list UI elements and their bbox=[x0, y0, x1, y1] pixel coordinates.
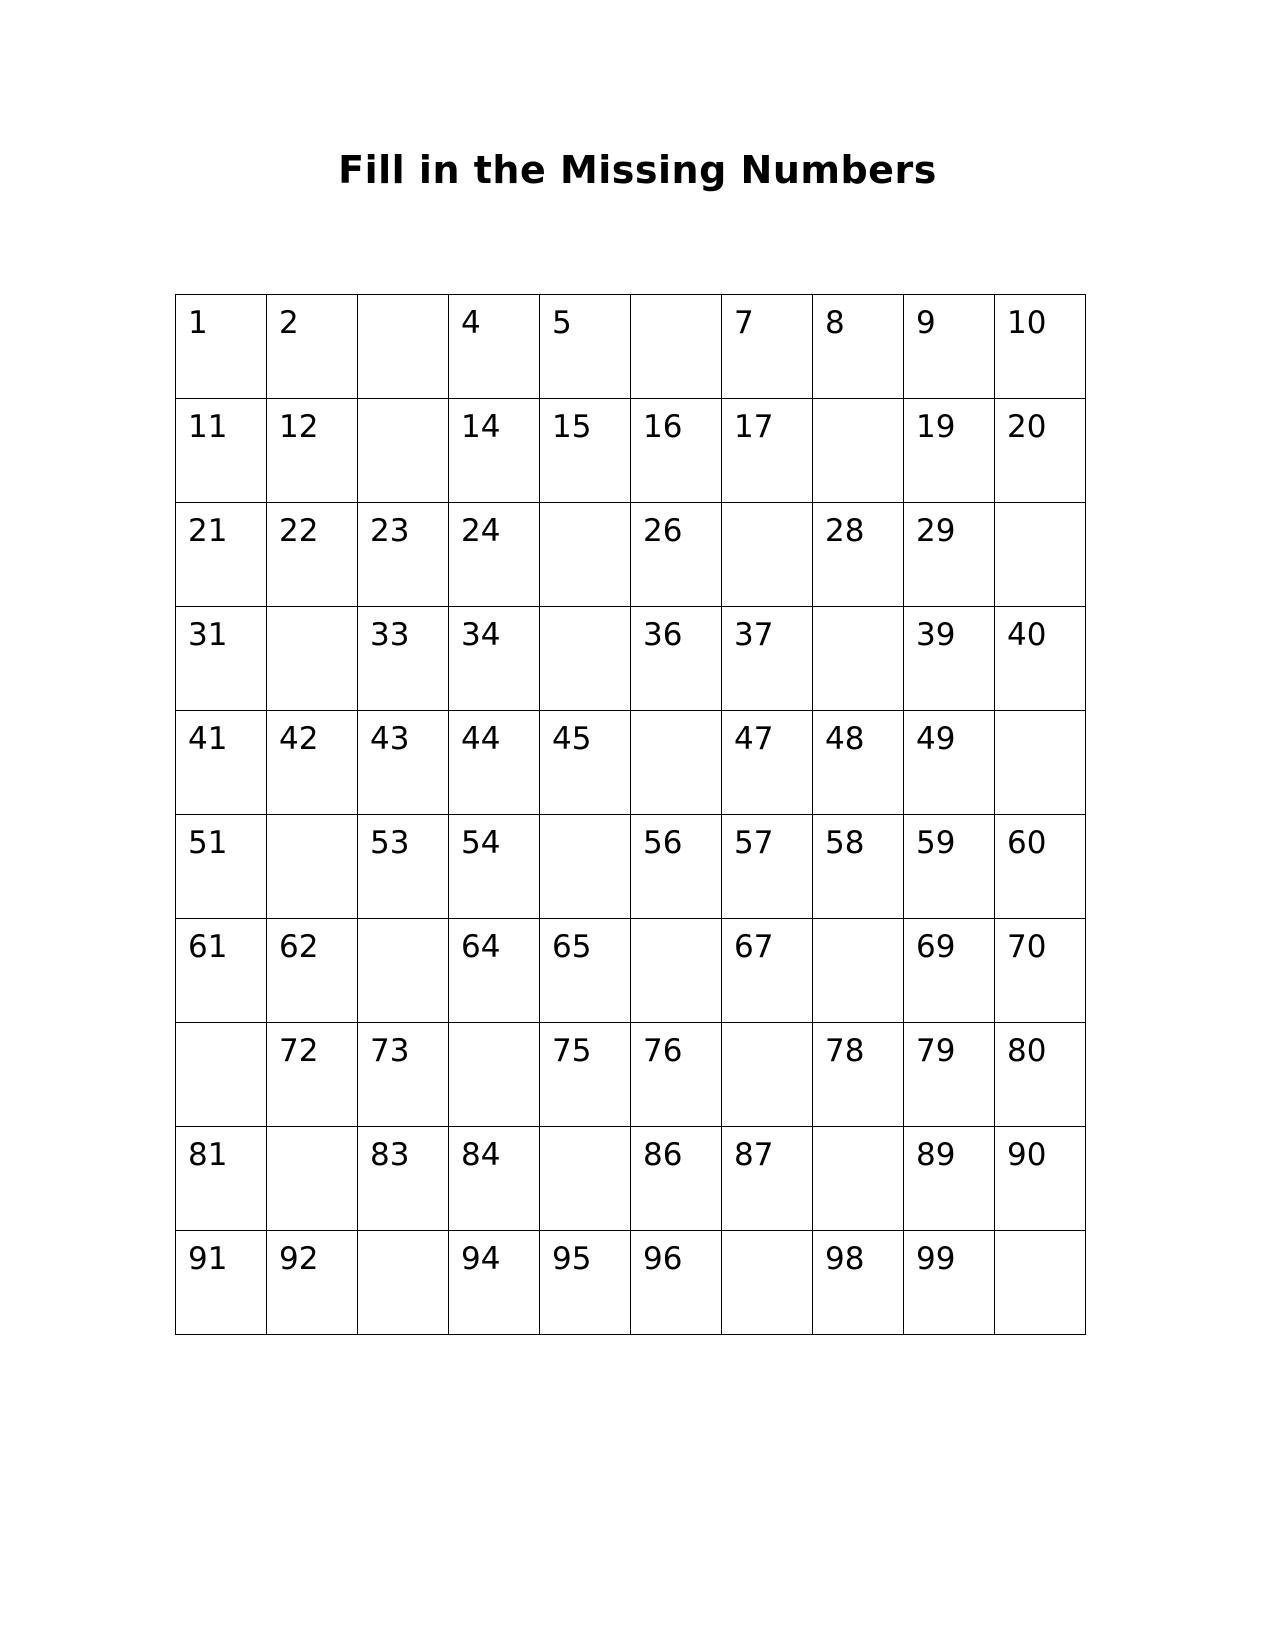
number-cell bbox=[176, 1127, 267, 1231]
number-cell bbox=[631, 607, 722, 711]
cell-number bbox=[540, 1127, 630, 1135]
cell-number bbox=[358, 399, 448, 407]
number-cell bbox=[540, 295, 631, 399]
number-cell bbox=[631, 815, 722, 919]
cell-number: 22 bbox=[279, 513, 319, 549]
cell-number: 26 bbox=[643, 513, 683, 549]
cell-number: 86 bbox=[643, 1137, 683, 1173]
cell-number: 44 bbox=[461, 721, 501, 757]
cell-number: 76 bbox=[643, 1033, 683, 1069]
number-cell bbox=[904, 399, 995, 503]
number-cell bbox=[904, 711, 995, 815]
cell-number: 78 bbox=[825, 1033, 865, 1069]
cell-number: 37 bbox=[734, 617, 774, 653]
blank-number-cell[interactable] bbox=[631, 919, 722, 1023]
cell-number: 64 bbox=[461, 929, 501, 965]
number-cell bbox=[540, 1231, 631, 1335]
number-cell bbox=[631, 1231, 722, 1335]
number-cell bbox=[176, 815, 267, 919]
number-cell bbox=[722, 607, 813, 711]
cell-number bbox=[540, 815, 630, 823]
number-cell bbox=[358, 503, 449, 607]
number-cell bbox=[176, 399, 267, 503]
page-title: Fill in the Missing Numbers bbox=[338, 148, 937, 192]
cell-number bbox=[631, 919, 721, 927]
cell-number: 14 bbox=[461, 409, 501, 445]
number-cell bbox=[449, 295, 540, 399]
cell-number: 20 bbox=[1007, 409, 1047, 445]
grid-row bbox=[176, 711, 1086, 815]
number-cell bbox=[176, 503, 267, 607]
grid-row bbox=[176, 919, 1086, 1023]
blank-number-cell[interactable] bbox=[267, 607, 358, 711]
number-cell bbox=[904, 815, 995, 919]
number-cell bbox=[995, 1127, 1086, 1231]
number-cell bbox=[449, 919, 540, 1023]
number-cell bbox=[540, 919, 631, 1023]
cell-number: 54 bbox=[461, 825, 501, 861]
cell-number: 59 bbox=[916, 825, 956, 861]
cell-number: 23 bbox=[370, 513, 410, 549]
number-cell bbox=[995, 607, 1086, 711]
number-cell bbox=[904, 607, 995, 711]
cell-number: 19 bbox=[916, 409, 956, 445]
blank-number-cell[interactable] bbox=[267, 1127, 358, 1231]
cell-number: 84 bbox=[461, 1137, 501, 1173]
number-cell bbox=[904, 503, 995, 607]
number-cell bbox=[540, 1023, 631, 1127]
number-cell bbox=[267, 1023, 358, 1127]
number-cell bbox=[267, 1231, 358, 1335]
cell-number: 34 bbox=[461, 617, 501, 653]
cell-number: 16 bbox=[643, 409, 683, 445]
hundred-chart-grid bbox=[175, 294, 1086, 1335]
number-cell bbox=[449, 503, 540, 607]
number-cell bbox=[176, 919, 267, 1023]
cell-number: 31 bbox=[188, 617, 228, 653]
number-cell bbox=[358, 607, 449, 711]
cell-number: 58 bbox=[825, 825, 865, 861]
cell-number bbox=[267, 607, 357, 615]
cell-number: 98 bbox=[825, 1241, 865, 1277]
number-cell bbox=[540, 711, 631, 815]
cell-number: 94 bbox=[461, 1241, 501, 1277]
grid-row bbox=[176, 295, 1086, 399]
cell-number: 45 bbox=[552, 721, 592, 757]
blank-number-cell[interactable] bbox=[540, 815, 631, 919]
grid-row bbox=[176, 1231, 1086, 1335]
cell-number: 56 bbox=[643, 825, 683, 861]
cell-number: 5 bbox=[552, 305, 572, 341]
number-cell bbox=[813, 503, 904, 607]
number-cell bbox=[267, 295, 358, 399]
number-cell bbox=[540, 399, 631, 503]
number-cell bbox=[449, 1231, 540, 1335]
blank-number-cell[interactable] bbox=[358, 919, 449, 1023]
cell-number: 67 bbox=[734, 929, 774, 965]
number-cell bbox=[631, 1127, 722, 1231]
number-cell bbox=[995, 815, 1086, 919]
cell-number: 24 bbox=[461, 513, 501, 549]
cell-number: 83 bbox=[370, 1137, 410, 1173]
number-cell bbox=[813, 711, 904, 815]
cell-number: 53 bbox=[370, 825, 410, 861]
number-cell bbox=[267, 503, 358, 607]
cell-number bbox=[813, 1127, 903, 1135]
blank-number-cell[interactable] bbox=[995, 1231, 1086, 1335]
cell-number: 36 bbox=[643, 617, 683, 653]
cell-number bbox=[540, 607, 630, 615]
cell-number: 65 bbox=[552, 929, 592, 965]
blank-number-cell[interactable] bbox=[995, 503, 1086, 607]
number-cell bbox=[449, 607, 540, 711]
cell-number bbox=[995, 503, 1085, 511]
cell-number: 33 bbox=[370, 617, 410, 653]
number-cell bbox=[813, 815, 904, 919]
cell-number: 61 bbox=[188, 929, 228, 965]
number-cell bbox=[722, 919, 813, 1023]
cell-number bbox=[722, 1231, 812, 1239]
blank-number-cell[interactable] bbox=[813, 607, 904, 711]
cell-number: 92 bbox=[279, 1241, 319, 1277]
cell-number: 79 bbox=[916, 1033, 956, 1069]
cell-number: 90 bbox=[1007, 1137, 1047, 1173]
number-cell bbox=[631, 399, 722, 503]
number-cell bbox=[904, 1023, 995, 1127]
blank-number-cell[interactable] bbox=[722, 503, 813, 607]
number-cell bbox=[995, 295, 1086, 399]
grid-row bbox=[176, 1127, 1086, 1231]
number-cell bbox=[904, 919, 995, 1023]
number-cell bbox=[813, 1231, 904, 1335]
number-cell bbox=[722, 295, 813, 399]
cell-number: 99 bbox=[916, 1241, 956, 1277]
cell-number: 69 bbox=[916, 929, 956, 965]
cell-number: 12 bbox=[279, 409, 319, 445]
number-cell bbox=[449, 815, 540, 919]
cell-number: 72 bbox=[279, 1033, 319, 1069]
number-cell bbox=[631, 503, 722, 607]
cell-number: 62 bbox=[279, 929, 319, 965]
number-cell bbox=[176, 1231, 267, 1335]
cell-number bbox=[631, 295, 721, 303]
cell-number bbox=[449, 1023, 539, 1031]
number-cell bbox=[995, 1023, 1086, 1127]
blank-number-cell[interactable] bbox=[540, 1127, 631, 1231]
grid-row bbox=[176, 815, 1086, 919]
cell-number bbox=[722, 1023, 812, 1031]
cell-number bbox=[358, 295, 448, 303]
cell-number bbox=[995, 1231, 1085, 1239]
cell-number: 70 bbox=[1007, 929, 1047, 965]
cell-number: 51 bbox=[188, 825, 228, 861]
number-cell bbox=[722, 815, 813, 919]
cell-number bbox=[631, 711, 721, 719]
cell-number: 87 bbox=[734, 1137, 774, 1173]
number-cell bbox=[904, 1231, 995, 1335]
cell-number bbox=[176, 1023, 266, 1031]
cell-number: 95 bbox=[552, 1241, 592, 1277]
blank-number-cell[interactable] bbox=[449, 1023, 540, 1127]
cell-number: 75 bbox=[552, 1033, 592, 1069]
cell-number: 60 bbox=[1007, 825, 1047, 861]
blank-number-cell[interactable] bbox=[176, 1023, 267, 1127]
cell-number: 47 bbox=[734, 721, 774, 757]
number-cell bbox=[176, 295, 267, 399]
number-cell bbox=[813, 295, 904, 399]
cell-number: 2 bbox=[279, 305, 299, 341]
blank-number-cell[interactable] bbox=[358, 295, 449, 399]
cell-number: 43 bbox=[370, 721, 410, 757]
cell-number: 81 bbox=[188, 1137, 228, 1173]
number-cell bbox=[722, 1127, 813, 1231]
cell-number bbox=[358, 919, 448, 927]
blank-number-cell[interactable] bbox=[540, 503, 631, 607]
number-cell bbox=[722, 399, 813, 503]
cell-number: 9 bbox=[916, 305, 936, 341]
blank-number-cell[interactable] bbox=[631, 295, 722, 399]
cell-number: 49 bbox=[916, 721, 956, 757]
cell-number: 48 bbox=[825, 721, 865, 757]
number-cell bbox=[449, 1127, 540, 1231]
cell-number bbox=[813, 607, 903, 615]
blank-number-cell[interactable] bbox=[722, 1231, 813, 1335]
number-cell bbox=[904, 1127, 995, 1231]
cell-number: 7 bbox=[734, 305, 754, 341]
number-cell bbox=[176, 607, 267, 711]
grid-row bbox=[176, 1023, 1086, 1127]
cell-number bbox=[722, 503, 812, 511]
number-cell bbox=[722, 711, 813, 815]
cell-number: 42 bbox=[279, 721, 319, 757]
cell-number: 29 bbox=[916, 513, 956, 549]
cell-number bbox=[540, 503, 630, 511]
number-cell bbox=[904, 295, 995, 399]
number-cell bbox=[813, 1023, 904, 1127]
cell-number: 73 bbox=[370, 1033, 410, 1069]
number-cell bbox=[449, 711, 540, 815]
cell-number: 39 bbox=[916, 617, 956, 653]
blank-number-cell[interactable] bbox=[995, 711, 1086, 815]
cell-number: 10 bbox=[1007, 305, 1047, 341]
cell-number: 96 bbox=[643, 1241, 683, 1277]
cell-number: 41 bbox=[188, 721, 228, 757]
cell-number bbox=[267, 1127, 357, 1135]
cell-number: 1 bbox=[188, 305, 208, 341]
number-cell bbox=[358, 711, 449, 815]
number-cell bbox=[267, 919, 358, 1023]
blank-number-cell[interactable] bbox=[813, 399, 904, 503]
number-cell bbox=[267, 711, 358, 815]
cell-number: 21 bbox=[188, 513, 228, 549]
cell-number bbox=[813, 399, 903, 407]
number-cell bbox=[449, 399, 540, 503]
cell-number bbox=[995, 711, 1085, 719]
cell-number: 28 bbox=[825, 513, 865, 549]
cell-number: 89 bbox=[916, 1137, 956, 1173]
blank-number-cell[interactable] bbox=[631, 711, 722, 815]
cell-number: 17 bbox=[734, 409, 774, 445]
number-cell bbox=[631, 1023, 722, 1127]
number-cell bbox=[995, 399, 1086, 503]
cell-number: 4 bbox=[461, 305, 481, 341]
cell-number: 40 bbox=[1007, 617, 1047, 653]
blank-number-cell[interactable] bbox=[813, 919, 904, 1023]
cell-number bbox=[267, 815, 357, 823]
grid-row bbox=[176, 503, 1086, 607]
cell-number bbox=[813, 919, 903, 927]
blank-number-cell[interactable] bbox=[540, 607, 631, 711]
blank-number-cell[interactable] bbox=[722, 1023, 813, 1127]
cell-number: 91 bbox=[188, 1241, 228, 1277]
number-cell bbox=[267, 399, 358, 503]
blank-number-cell[interactable] bbox=[267, 815, 358, 919]
cell-number: 8 bbox=[825, 305, 845, 341]
blank-number-cell[interactable] bbox=[813, 1127, 904, 1231]
cell-number: 11 bbox=[188, 409, 228, 445]
cell-number: 57 bbox=[734, 825, 774, 861]
grid-row bbox=[176, 607, 1086, 711]
cell-number: 15 bbox=[552, 409, 592, 445]
number-cell bbox=[995, 919, 1086, 1023]
number-cell bbox=[176, 711, 267, 815]
blank-number-cell[interactable] bbox=[358, 399, 449, 503]
number-cell bbox=[358, 1127, 449, 1231]
number-cell bbox=[358, 1023, 449, 1127]
cell-number: 80 bbox=[1007, 1033, 1047, 1069]
grid-row bbox=[176, 399, 1086, 503]
number-cell bbox=[358, 815, 449, 919]
cell-number bbox=[358, 1231, 448, 1239]
blank-number-cell[interactable] bbox=[358, 1231, 449, 1335]
